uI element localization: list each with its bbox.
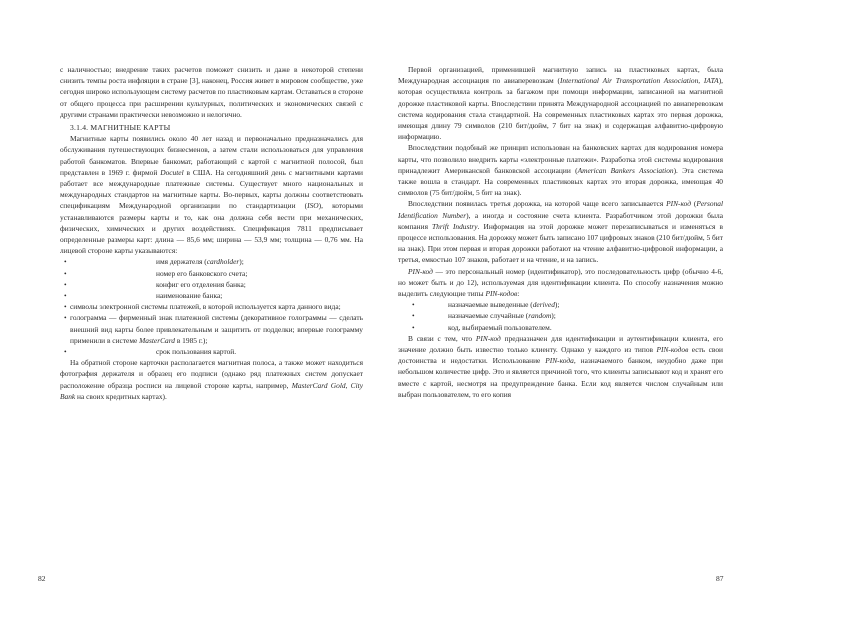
right-page (398, 64, 723, 584)
list-item: • конфиг его отделения банка; (60, 279, 363, 290)
paragraph: На обратной стороне карточки располагается магнитная полоса, а также может находиться фотография держателя и образец его подписи (однако ряд платежных систем допускает расположение образца росписи на лицевой стороне карты, например, MasterCard Gold, City Bank на своих кредитных картах). (60, 358, 363, 401)
left-page (60, 64, 363, 584)
page-number-left: 82 (38, 574, 46, 583)
intro-paragraph: с наличностью; внедрение таких расчетов поможет снизить и даже в некоторой степени снизить темпы роста инфляции в стране [3], наконец, Россия живет в мировом сообществе, уже сегодня широко использующем систему расчетов по пластиковым картам. Оставаться в стороне от общего процесса при расширении культурных, политических и экономических связей с другими странами практически невозможно и нелогично. (60, 65, 363, 119)
paragraph: PIN-код — это персональный номер (идентификатор), это последовательность цифр (обычно 4-6, но может быть и до 12), используемая для идентификации клиента. По способу назначения можно выделить следующие типы PIN-кодов: (398, 266, 723, 299)
list-item: • назначаемые выведенные (derived); (398, 299, 723, 310)
list-item: • символы электронной системы платежей, в которой используется карта данного вида; (60, 301, 363, 312)
paragraph: Впоследствии появилась третья дорожка, на которой чаще всего записывается PIN-код (Personal Identification Number), а иногда и состояние счета клиента. Разработчиком этой дорожки была компания Thrift Industry. Информация на этой дорожке может перезаписываться и изменяться в процессе использования. На дорожку может быть записано 107 цифровых знаков (210 бит/дюйм, 5 бит на знак). При этом первая и вторая дорожки работают на чтение алфавитно-цифровой информации, а третья, емкостью 107 знаков, работает и на чтение, и на запись. (398, 199, 723, 265)
page-number-right: 87 (716, 574, 724, 583)
list-item: • код, выбираемый пользователем. (398, 322, 723, 333)
list-item: • номер его банковского счета; (60, 268, 363, 279)
paragraph: Впоследствии подобный же принцип использован на банковских картах для кодирования номера карты, что позволило внедрить карты «электронные платежи». Разработка этой системы кодирования принадлежит Американской банковской ассоциации (American Bankers Association). Эта система также вошла в стандарт. На современных пластиковых картах это вторая дорожка, имеющая 40 символов (75 бит/дюйм, 5 бит на знак). (398, 143, 723, 198)
list-item: • наименование банка; (60, 290, 363, 301)
pin-types-list (398, 299, 723, 333)
section-heading: 3.1.4. МАГНИТНЫЕ КАРТЫ (70, 123, 171, 133)
list-item: • срок пользования картой. (60, 346, 363, 357)
card-face-list (60, 256, 363, 357)
list-item: • голограмма — фирменный знак платежной системы (декоративное голограммы — сделать внешний вид карты более привлекательным и защитить от подделки; впервые голограмму применили в системе MasterCard в 1985 г.); (60, 312, 363, 346)
list-item: • назначаемые случайные (random); (398, 310, 723, 321)
paragraph: Магнитные карты появились около 40 лет назад и первоначально предназначались для обслуживания путешествующих бизнесменов, а затем стали использоваться для управления работой банкоматов. Впервые банкомат, работающий с картой с магнитной полосой, был представлен в 1969 г. фирмой Docutel в США. На сегодняшний день с магнитными картами работает все международные платежные системы. Существует много национальных и международных стандартов на магнитные карты. Во-первых, карты должны соответствовать спецификациям Международной организации по стандартизации (ISO), которыми устанавливаются размеры карты и то, как она должна себя вести при механических, физических, химических и других воздействиях. Спецификация 7811 предписывает определенные размеры карт: длина — 85,6 мм; ширина — 53,9 мм; толщина — 0,76 мм. На лицевой стороне карты указываются: (60, 134, 363, 256)
list-item: • имя держателя (cardholder); (60, 256, 363, 267)
paragraph: Первой организацией, применившей магнитную запись на пластиковых картах, была Международная ассоциация по авиаперевозкам (International Air Transportation Association, IATA), которая осуществляла контроль за багажом при помощи информации, записанной на магнитной дорожке пластиковой карты. Впоследствии принята Международной ассоциацией по авиаперевозкам система кодирования стала стандартной. На современных пластиковых картах это первая дорожка, имеющая длину 79 символов (210 бит/дюйм, 7 бит на знак) и содержащая алфавитно-цифровую информацию. (398, 65, 723, 142)
paragraph: В связи с тем, что PIN-код предназначен для идентификации и аутентификации клиента, его значение должно быть известно только клиенту. Однако у каждого из типов PIN-кодов есть свои достоинства и недостатки. Использование PIN-кода, назначаемого банком, неудобно даже при небольшом количестве цифр. Это и является причиной того, что клиенты записывают код и хранят его вместе с картой, несмотря на предупреждение банка. Если код является числом случайным или выбран пользователем, то его копия (398, 333, 723, 399)
